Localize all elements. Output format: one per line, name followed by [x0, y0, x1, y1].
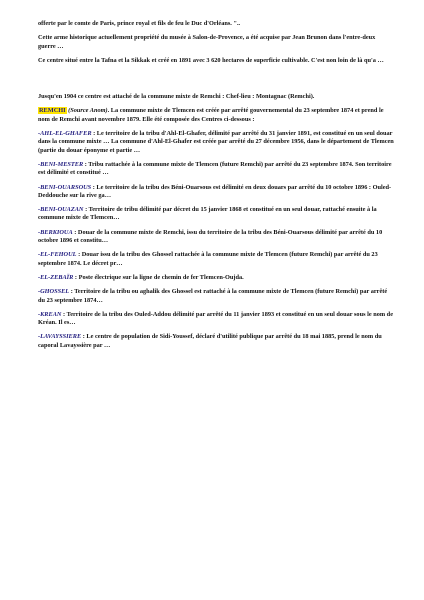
entry-name: -EL-FEHOUL — [38, 251, 77, 259]
entry-text: : Le centre de population de Sidi-Youssef, déclaré d'utilité publique par arrêté du 18 mai 1885, prend le nom du caporal Lavayssière par … — [38, 333, 382, 349]
entry-krean — [38, 311, 394, 328]
entry-text: : Territoire de la tribu ou aghalik des Ghossel est rattaché à la commune mixte de Tlemcen (future Remchi) par arrêté du 23 septembre 1874… — [38, 288, 388, 304]
entry-beni-ouazan — [38, 206, 394, 223]
entry-name: -BERKIOUA — [38, 228, 73, 236]
intro-paragraph-3 — [38, 57, 394, 65]
entry-text: : Tribu rattachée à la commune mixte de Tlemcen (future Remchi) par arrêté du 23 septembre 1874. Son territoire est délimité et constitué … — [38, 160, 392, 177]
entry-ghossel — [38, 288, 394, 305]
entry-berkioua — [38, 229, 394, 246]
remchi-label: REMCHI — [39, 107, 66, 115]
remchi-text: . La commune mixte de Tlemcen est créée par arrêté gouvernemental du 23 septembre 1874 et prend le nom de Remchi avant novembre 1879. Elle été composée des Centres ci-dessous : — [38, 107, 384, 123]
entry-name: -AHL-EL-GHAFER — [38, 130, 92, 138]
entry-beni-ouarsous — [38, 184, 394, 201]
entry-name: -BENI-OUAZAN — [38, 206, 84, 214]
intro-paragraph-2 — [38, 34, 394, 51]
entry-text: : Poste électrique sur la ligne de chemin de fer Tlemcen-Oujda. — [74, 273, 244, 281]
entry-text: : Douar issu de la tribu des Ghossel rattachée à la commune mixte de Tlemcen (future Remchi) par arrêté du 23 septembre 1874. Le décret pr… — [38, 251, 378, 267]
intro-text-3: Ce centre situé entre la Tafna et la Sikkak et créé en 1891 avec 3 620 hectares de superficie cultivable. C'est non loin de là qu'a … — [38, 56, 384, 64]
entry-el-fehoul — [38, 251, 394, 268]
spacer — [38, 71, 394, 93]
entry-extra: La commune d'Ahl-El-Ghafer est créée par arrêté du 27 décembre 1956, dans le département de Tlemcen (partie du douar éponyme et partie … — [38, 138, 394, 154]
remchi-paragraph — [38, 107, 394, 124]
entry-text: : Le territoire de la tribu des Béni-Ouarsous est délimité en deux douars par arrêté du 10 octobre 1896 : Ouled-Deddouche sur la rive ga… — [38, 183, 392, 199]
remchi-source: (Source Anom) — [68, 107, 108, 115]
entry-text: : Le territoire de la tribu d'Ahl-El-Ghafer, délimité par arrêté du 31 janvier 1891, est constitué en un seul douar dans la commune mixte … — [38, 130, 393, 146]
entry-name: -GHOSSEL — [38, 288, 70, 296]
intro-line-1 — [38, 20, 394, 28]
intro-text-2: Cette arme historique actuellement propriété du musée à Salon-de-Provence, a été acquise par Jean Brunon dans l'entre-deux guerre … — [38, 34, 376, 50]
entry-text: : Territoire de la tribu des Ouled-Addou délimité par arrêté du 11 janvier 1893 et constitué en un seul douar sous le nom de Kréan. Il es… — [38, 310, 393, 327]
entry-el-zebair — [38, 274, 394, 282]
entry-name: -BENI-OUARSOUS — [38, 183, 92, 191]
entry-name: -EL-ZEBAÏR — [38, 273, 74, 281]
entry-text: : Douar de la commune mixte de Remchi, issu du territoire de la tribu des Béni-Ouarsous délimité par arrêté du 10 octobre 1896 et constitu… — [38, 228, 383, 245]
entry-beni-mester — [38, 161, 394, 178]
entry-lavayssiere — [38, 333, 394, 350]
entry-text: : Territoire de tribu délimité par décret du 15 janvier 1868 et constitué en un seul douar, rattaché ensuite à la commune mixte de Tlemcen… — [38, 206, 377, 222]
entry-name: -BENI-MESTER — [38, 160, 84, 168]
commune-subtitle — [38, 93, 394, 101]
entry-name: -KREAN — [38, 310, 62, 318]
entry-name: -LAVAYSSIERE — [38, 333, 82, 341]
intro-text-1: offerte par le comte de Paris, prince royal et fils de feu le Duc d'Orléans. ".. — [38, 20, 241, 27]
entry-ahl-el-ghafer — [38, 130, 394, 155]
commune-subtitle-text: Jusqu'en 1904 ce centre est attaché de la commune mixte de Remchi : Chef-lieu : Montagnac (Remchi). — [38, 93, 315, 101]
